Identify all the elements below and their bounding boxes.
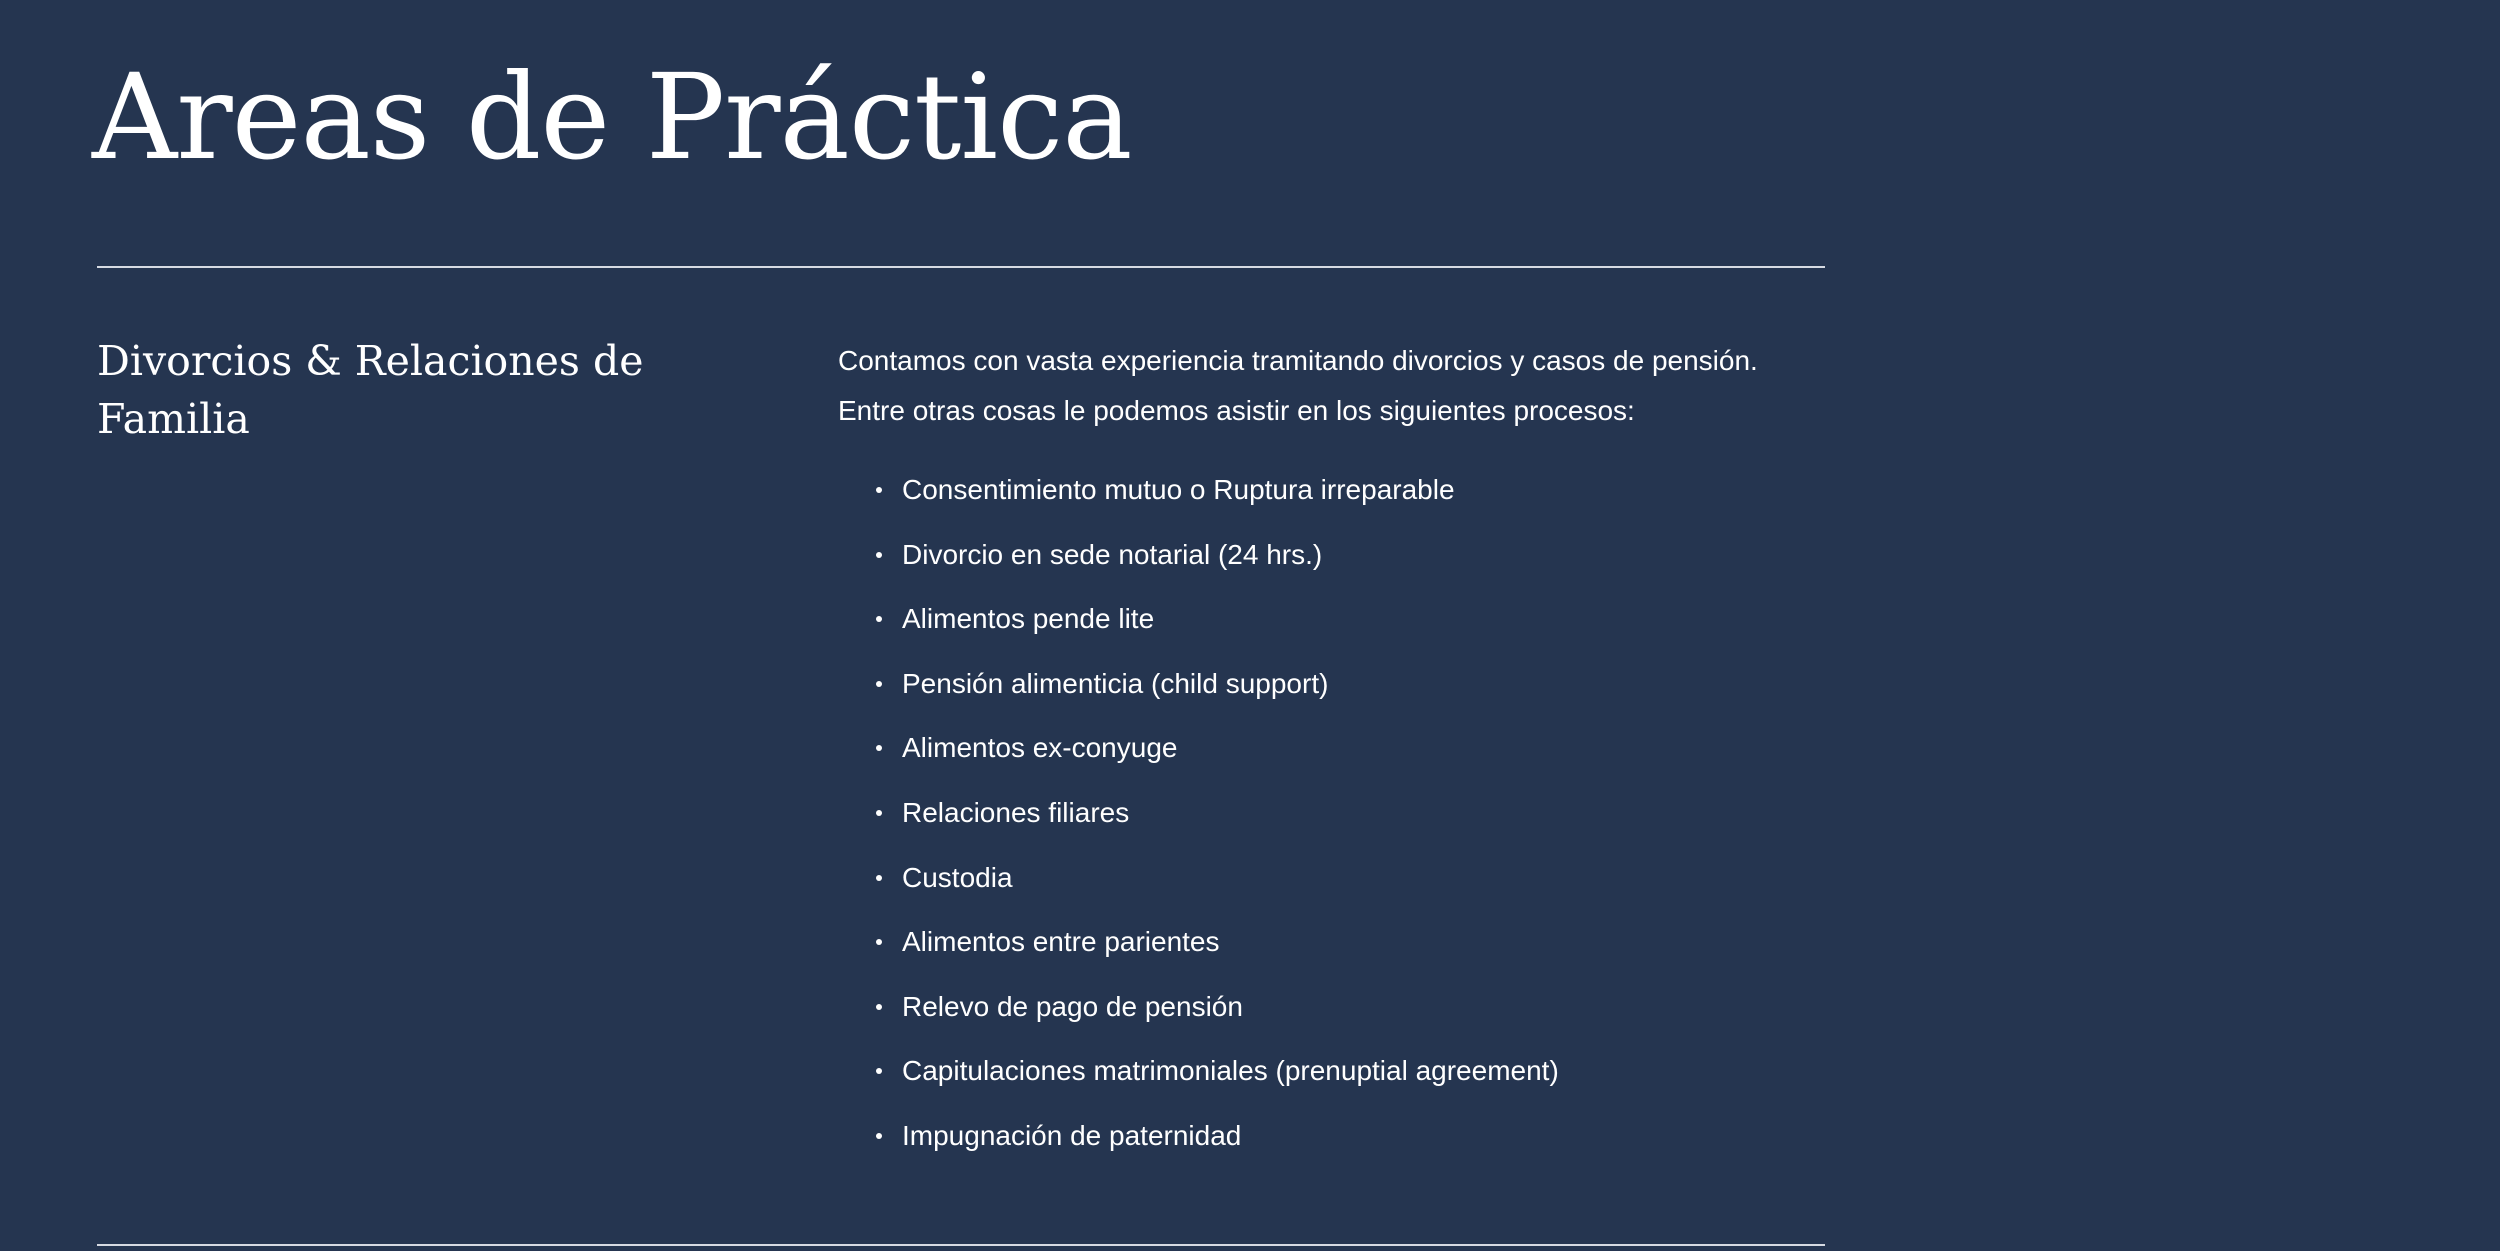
bullet-icon <box>876 616 882 622</box>
list-item-text: Custodia <box>902 861 1013 893</box>
section-intro <box>838 336 1838 436</box>
intro-line-1: Contamos con vasta experiencia tramitando divorcios y casos de pensión. <box>838 345 1758 376</box>
list-item <box>838 458 1838 523</box>
bullet-icon <box>876 681 882 687</box>
list-item <box>838 652 1838 717</box>
list-item-text: Alimentos entre parientes <box>902 926 1220 958</box>
list-item <box>838 846 1838 911</box>
bullet-icon <box>876 1004 882 1010</box>
section-body <box>838 336 1838 1169</box>
list-item-text: Impugnación de paternidad <box>902 1119 1242 1151</box>
bullet-icon <box>876 1133 882 1139</box>
list-item <box>838 1104 1838 1169</box>
list-item-text: Alimentos pende lite <box>902 603 1155 635</box>
bullet-icon <box>876 487 882 493</box>
bullet-icon <box>876 810 882 816</box>
list-item-text: Divorcio en sede notarial (24 hrs.) <box>902 538 1323 570</box>
list-item <box>838 587 1838 652</box>
process-list <box>838 458 1838 1169</box>
list-item-text: Consentimiento mutuo o Ruptura irreparable <box>902 474 1455 505</box>
list-item <box>838 1039 1838 1104</box>
list-item <box>838 716 1838 781</box>
list-item-text: Alimentos ex-conyuge <box>902 732 1178 764</box>
bullet-icon <box>876 875 882 881</box>
intro-line-2: Entre otras cosas le podemos asistir en los siguientes procesos: <box>838 395 1635 426</box>
list-item <box>838 910 1838 975</box>
top-divider <box>97 266 1825 268</box>
bottom-divider <box>97 1244 1825 1246</box>
list-item-text: Pensión alimenticia (child support) <box>902 667 1329 699</box>
list-item <box>838 523 1838 588</box>
bullet-icon <box>876 552 882 558</box>
bullet-icon <box>876 745 882 751</box>
list-item-text: Relaciones filiares <box>902 796 1130 828</box>
list-item <box>838 781 1838 846</box>
list-item <box>838 975 1838 1040</box>
list-item-text: Relevo de pago de pensión <box>902 990 1243 1022</box>
bullet-icon <box>876 1068 882 1074</box>
list-item-text: Capitulaciones matrimoniales (prenuptial agreement) <box>902 1055 1559 1087</box>
bullet-icon <box>876 939 882 945</box>
section-title: Divorcios & Relaciones de Familia <box>97 337 644 443</box>
page-title: Areas de Práctica <box>92 48 1132 186</box>
